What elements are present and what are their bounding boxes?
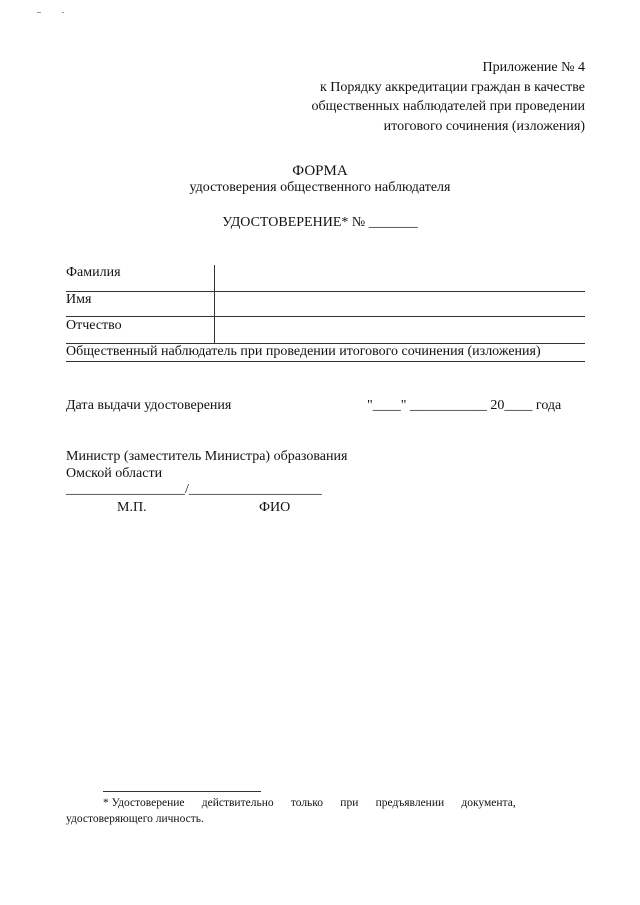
footnote-line-2: удостоверяющего личность. xyxy=(66,813,204,825)
form-subtitle: удостоверения общественного наблюдателя xyxy=(189,180,451,195)
stamp-label: М.П. xyxy=(117,500,147,515)
table-divider xyxy=(214,265,215,343)
table-rule xyxy=(66,361,585,362)
appendix-header xyxy=(312,58,586,136)
appendix-line-2: к Порядку аккредитации граждан в качестве xyxy=(319,79,585,95)
fio-label: ФИО xyxy=(259,500,291,515)
patronymic-label: Отчество xyxy=(66,318,122,333)
appendix-line-4: итогового сочинения (изложения) xyxy=(383,118,585,134)
table-rule xyxy=(66,316,585,317)
scan-speck xyxy=(37,12,41,13)
signatory-title: Министр (заместитель Министра) образования xyxy=(66,449,348,464)
role-line: Общественный наблюдатель при проведении итогового сочинения (изложения) xyxy=(66,344,541,359)
surname-label: Фамилия xyxy=(66,265,121,280)
scan-speck xyxy=(62,12,64,13)
signatory-region: Омской области xyxy=(66,466,163,481)
issue-date-value: "____" ___________ 20____ года xyxy=(367,398,562,413)
appendix-number: Приложение № 4 xyxy=(482,60,585,75)
issue-date-label: Дата выдачи удостоверения xyxy=(66,398,232,413)
footnote xyxy=(66,795,586,827)
signature-line: _________________/___________________ xyxy=(66,482,322,497)
table-rule xyxy=(66,291,585,292)
form-title: ФОРМА xyxy=(292,163,348,179)
certificate-heading: УДОСТОВЕРЕНИЕ* № _______ xyxy=(222,215,418,230)
footnote-rule xyxy=(103,791,261,792)
name-label: Имя xyxy=(66,292,92,307)
footnote-line-1: * Удостоверение действительно только при предъявлении документа, xyxy=(103,797,516,809)
appendix-line-3: общественных наблюдателей при проведении xyxy=(311,99,585,114)
